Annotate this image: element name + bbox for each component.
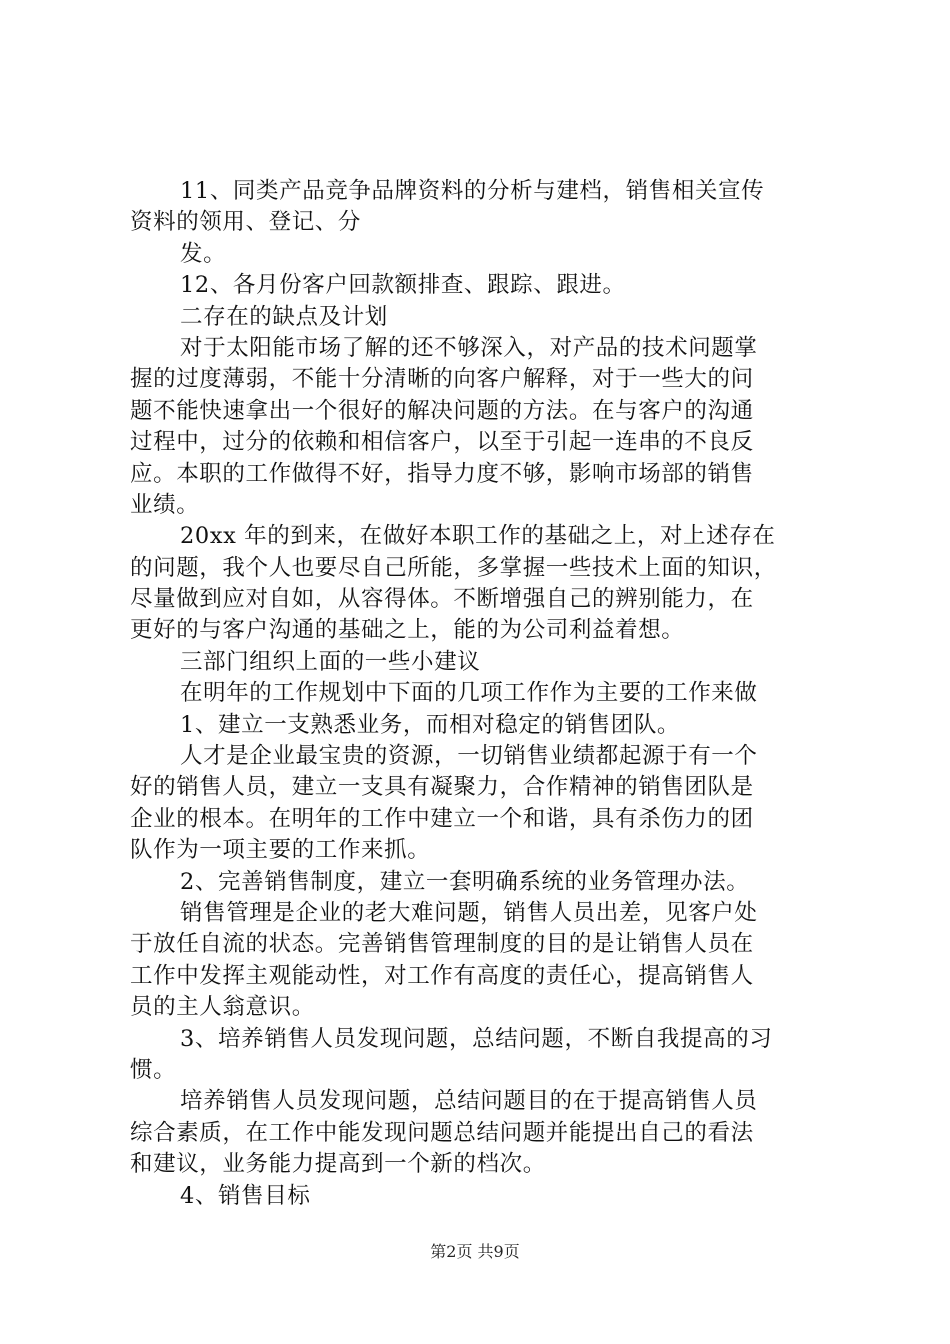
text-line: 综合素质，在工作中能发现问题总结问题并能提出自己的看法 [130, 1119, 754, 1146]
page-footer: 第2页 共9页 [430, 1242, 520, 1261]
text-line: 1、建立一支熟悉业务，而相对稳定的销售团队。 [180, 711, 681, 738]
text-line: 2、完善销售制度，建立一套明确系统的业务管理办法。 [180, 868, 750, 895]
text-line: 惯。 [130, 1056, 177, 1083]
text-line: 4、销售目标 [180, 1182, 311, 1209]
text-line: 3、培养销售人员发现问题，总结问题，不断自我提高的习 [180, 1025, 773, 1052]
text-line: 握的过度薄弱，不能十分清晰的向客户解释，对于一些大的问 [130, 366, 754, 393]
text-line: 尽量做到应对自如，从容得体。不断增强自己的辨别能力，在 [130, 586, 754, 613]
text-line: 过程中，过分的依赖和相信客户，以至于引起一连串的不良反 [130, 429, 754, 456]
text-line: 好的销售人员，建立一支具有凝聚力，合作精神的销售团队是 [130, 774, 754, 801]
text-line: 于放任自流的状态。完善销售管理制度的目的是让销售人员在 [130, 931, 754, 958]
text-line: 12、各月份客户回款额排查、跟踪、跟进。 [180, 272, 626, 299]
text-line: 11、同类产品竞争品牌资料的分析与建档，销售相关宣传 [180, 178, 765, 204]
text-line: 三部门组织上面的一些小建议 [180, 648, 481, 675]
text-line: 的问题，我个人也要尽自己所能，多掌握一些技术上面的知识， [130, 554, 777, 581]
text-line: 20xx 年的到来，在做好本职工作的基础之上，对上述存在 [180, 523, 776, 550]
text-line: 更好的与客户沟通的基础之上，能的为公司利益着想。 [130, 617, 685, 644]
text-line: 题不能快速拿出一个很好的解决问题的方法。在与客户的沟通 [130, 397, 754, 424]
text-line: 业绩。 [130, 491, 200, 518]
text-line: 资料的领用、登记、分 [130, 209, 362, 236]
text-line: 人才是企业最宝贵的资源，一切销售业绩都起源于有一个 [180, 743, 758, 770]
text-line: 员的主人翁意识。 [130, 994, 315, 1021]
text-line: 和建议，业务能力提高到一个新的档次。 [130, 1151, 546, 1178]
text-line: 培养销售人员发现问题，总结问题目的在于提高销售人员 [180, 1088, 758, 1115]
text-line: 销售管理是企业的老大难问题，销售人员出差，见客户处 [180, 899, 758, 926]
text-line: 发。 [180, 240, 227, 267]
text-line: 应。本职的工作做得不好，指导力度不够，影响市场部的销售 [130, 460, 754, 487]
document-body [130, 176, 835, 1212]
text-line: 二存在的缺点及计划 [180, 303, 388, 330]
text-line: 在明年的工作规划中下面的几项工作作为主要的工作来做 [180, 680, 758, 707]
text-line: 队作为一项主要的工作来抓。 [130, 837, 431, 864]
text-line: 企业的根本。在明年的工作中建立一个和谐，具有杀伤力的团 [130, 805, 754, 832]
text-line: 工作中发挥主观能动性，对工作有高度的责任心，提高销售人 [130, 962, 754, 989]
text-line: 对于太阳能市场了解的还不够深入，对产品的技术问题掌 [180, 334, 758, 361]
